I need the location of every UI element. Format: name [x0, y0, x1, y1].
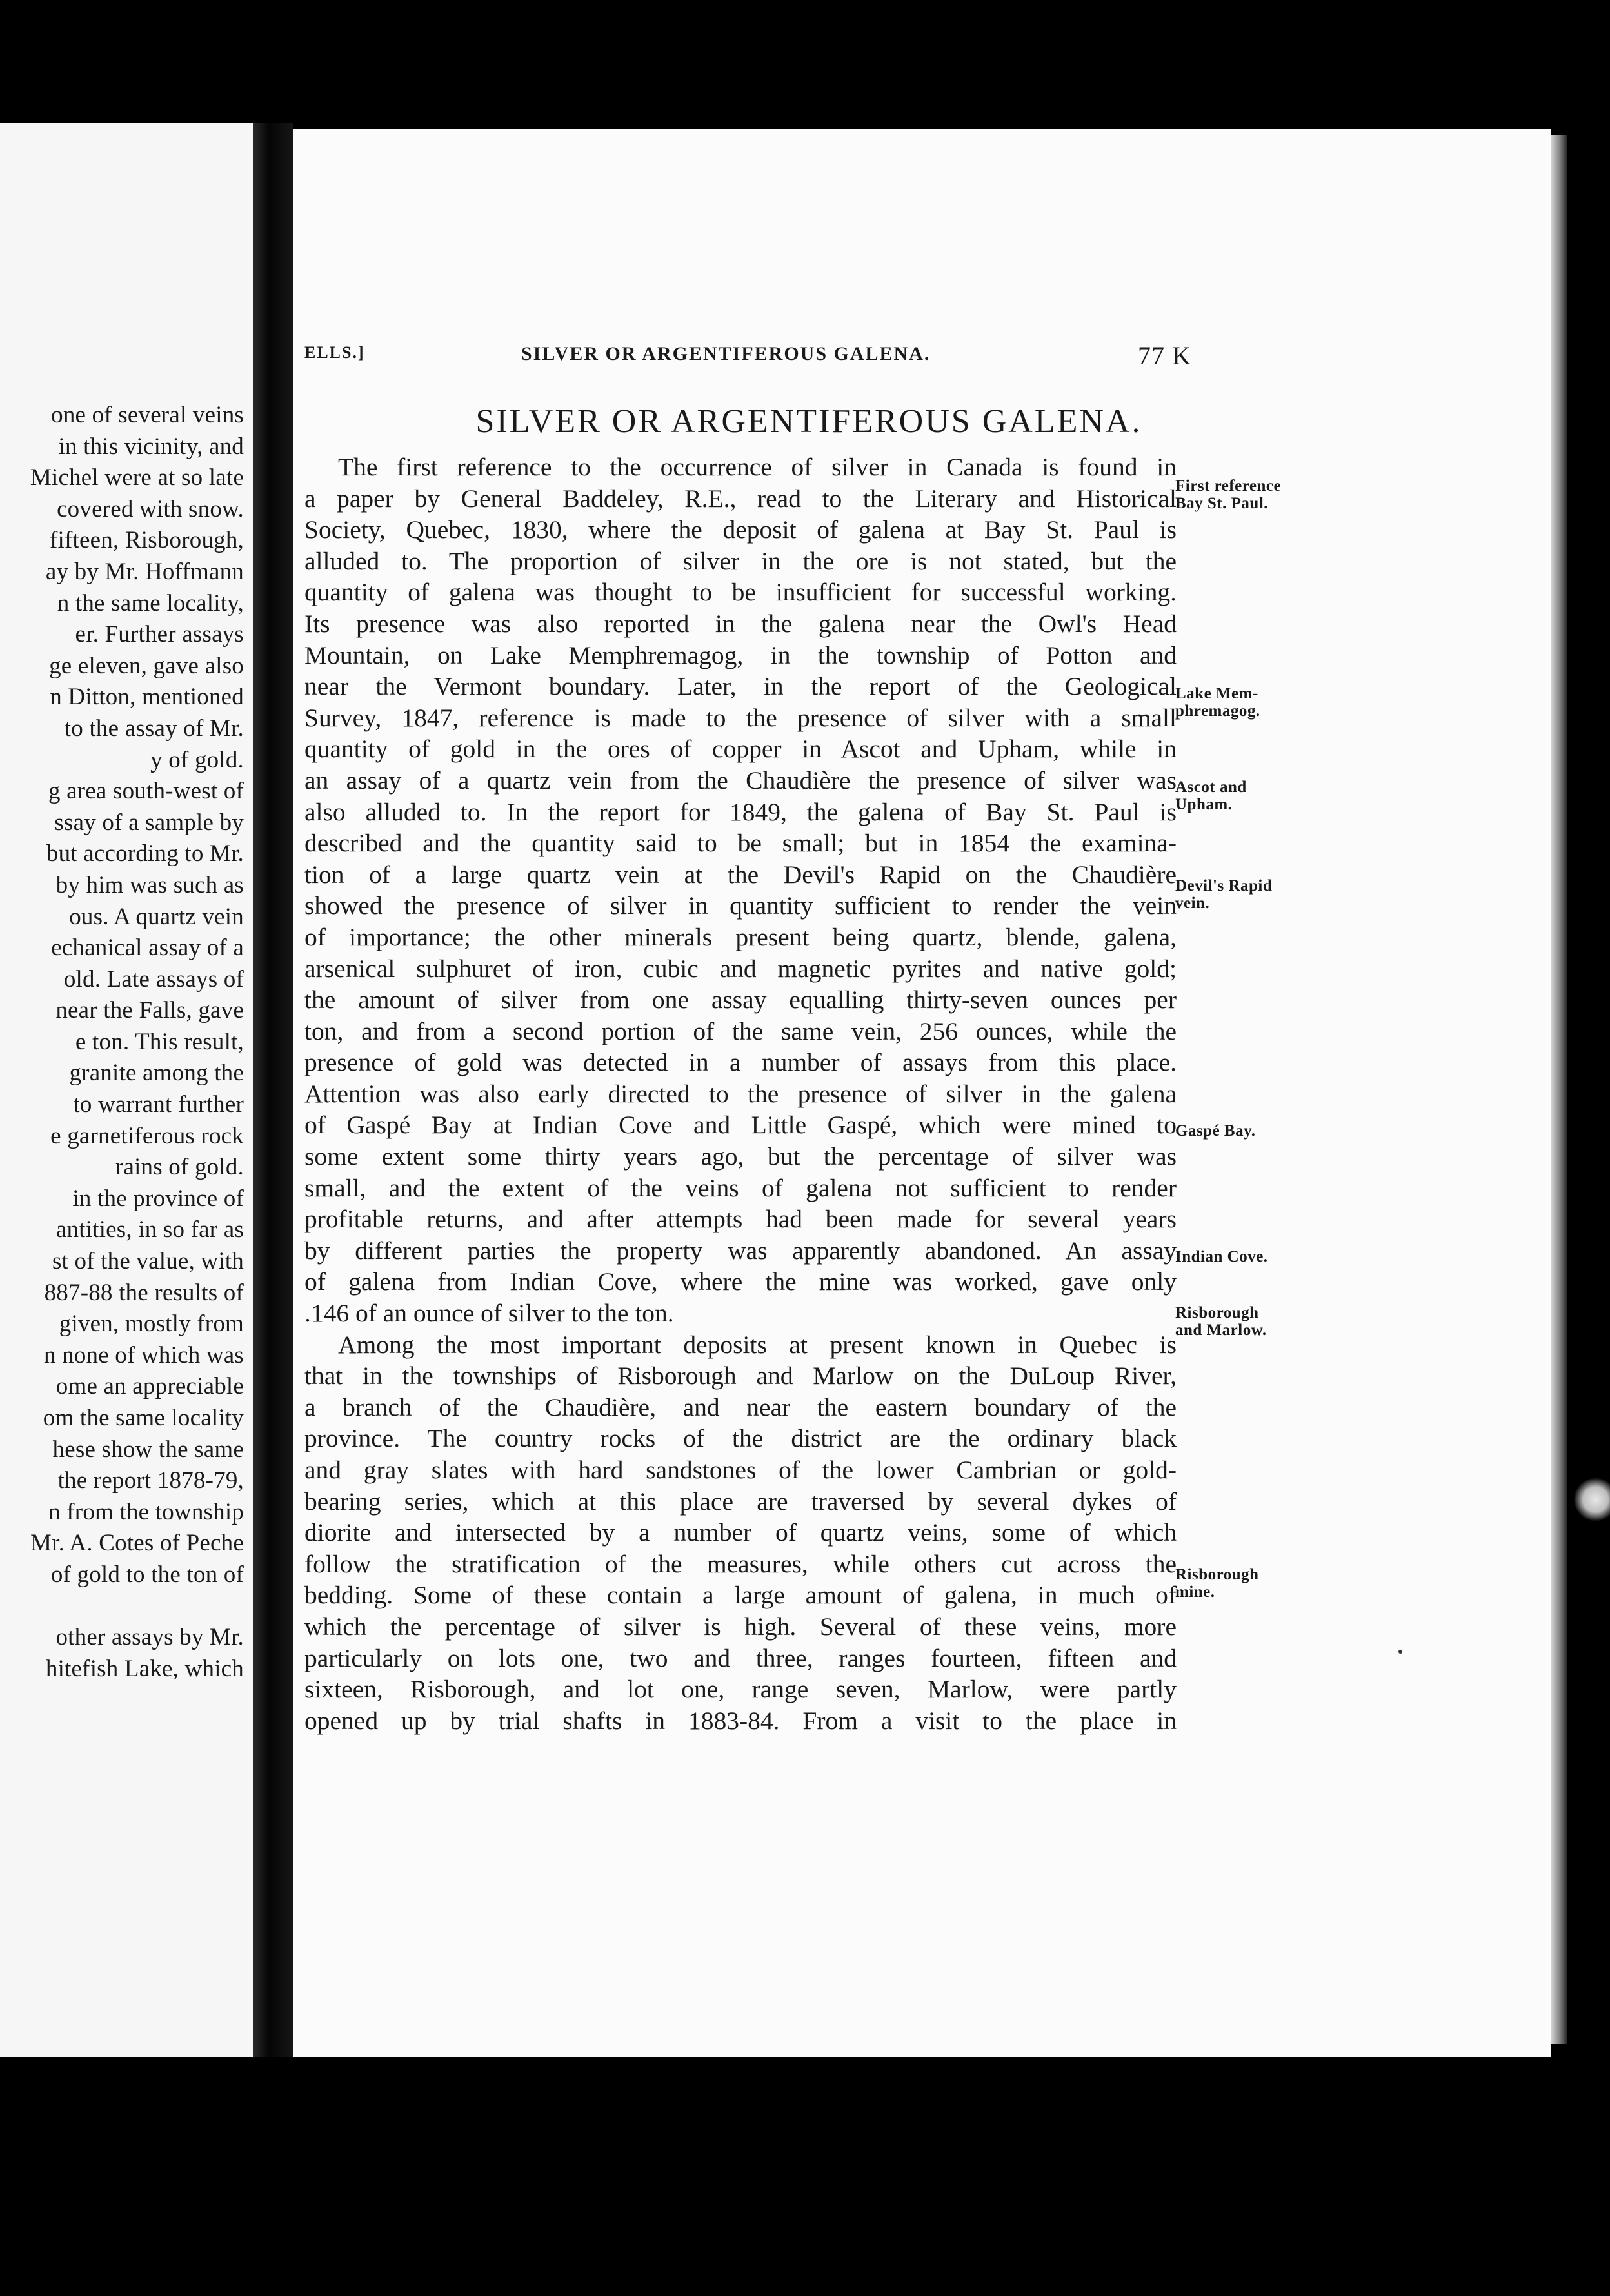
margin-note-line: Gaspé Bay. — [1175, 1122, 1256, 1140]
body-line: and gray slates with hard sandstones of the lower Cambrian or gold- — [304, 1456, 1177, 1484]
scan-dust-mark — [1574, 1477, 1610, 1522]
body-line: arsenical sulphuret of iron, cubic and magnetic pyrites and native gold; — [304, 954, 1177, 983]
body-line: sixteen, Risborough, and lot one, range seven, Marlow, were partly — [304, 1675, 1177, 1704]
left-page-line: n none of which was — [43, 1341, 244, 1369]
body-line: that in the townships of Risborough and Marlow on the DuLoup River, — [304, 1361, 1177, 1390]
body-line: alluded to. The proportion of silver in the ore is not stated, but the — [304, 546, 1177, 575]
margin-note-devils-rapid — [1175, 877, 1324, 912]
left-page-line: echanical assay of a — [51, 935, 244, 962]
left-page-line: hitefish Lake, which — [45, 1655, 244, 1682]
left-page-line: given, mostly from — [59, 1311, 244, 1338]
margin-note-line: Ascot and — [1175, 778, 1247, 796]
left-page-line: in this vicinity, and — [58, 433, 244, 460]
left-page-line: by him was such as — [55, 871, 244, 898]
margin-note-line: Bay St. Paul. — [1175, 495, 1269, 512]
body-line: ton, and from a second portion of the same vein, 256 ounces, while the — [304, 1016, 1177, 1045]
margin-note-first-reference — [1175, 477, 1324, 512]
left-page-line: hese show the same — [52, 1436, 244, 1463]
left-page-line: old. Late assays of — [63, 965, 244, 993]
body-line: Survey, 1847, reference is made to the presence of silver with a small — [304, 703, 1177, 732]
margin-note-line: mine. — [1175, 1583, 1215, 1601]
left-page-fragment — [0, 123, 253, 2057]
margin-note-line: Risborough — [1175, 1566, 1259, 1583]
body-line: a paper by General Baddeley, R.E., read to the Literary and Historical — [304, 484, 1177, 513]
book-gutter — [253, 123, 293, 2057]
body-line: The first reference to the occurrence of silver in Canada is found in — [338, 453, 1177, 481]
left-page-line: e ton. This result, — [75, 1028, 244, 1055]
left-page-blank-line — [0, 1591, 244, 1623]
body-line: follow the stratification of the measures, while others cut across the — [304, 1549, 1177, 1578]
left-page-line: n the same locality, — [57, 589, 244, 617]
margin-note-line: Indian Cove. — [1175, 1248, 1268, 1265]
running-header — [304, 343, 1208, 375]
margin-note-line: phremagog. — [1175, 702, 1260, 720]
left-page-line: to the assay of Mr. — [64, 715, 244, 742]
left-page-line: n from the township — [48, 1498, 244, 1525]
margin-note-gaspe-bay — [1175, 1122, 1324, 1140]
body-line: near the Vermont boundary. Later, in the report of the Geological — [304, 672, 1177, 701]
left-page-line: fifteen, Risborough, — [50, 527, 244, 554]
left-page-line: other assays by Mr. — [55, 1624, 244, 1651]
left-page-line: 887-88 the results of — [44, 1279, 244, 1306]
body-line: profitable returns, and after attempts had been made for several years — [304, 1205, 1177, 1234]
margin-note-risborough-marlow — [1175, 1304, 1324, 1339]
body-line: quantity of galena was thought to be insufficient for successful working. — [304, 578, 1177, 607]
header-title: SILVER OR ARGENTIFEROUS GALENA. — [521, 343, 931, 364]
left-page-line: Michel were at so late — [30, 464, 244, 491]
left-page-line: Mr. A. Cotes of Peche — [30, 1530, 244, 1557]
body-line: of Gaspé Bay at Indian Cove and Little Gaspé, which were mined to — [304, 1111, 1177, 1140]
body-text — [293, 451, 1177, 1736]
margin-note-line: Upham. — [1175, 796, 1233, 813]
left-page-line: granite among the — [69, 1060, 244, 1087]
left-page-line: in the province of — [72, 1185, 244, 1212]
left-page-line: ge eleven, gave also — [49, 652, 244, 679]
left-page-line: st of the value, with — [52, 1248, 244, 1275]
body-line: diorite and intersected by a number of quartz veins, some of which — [304, 1518, 1177, 1547]
margin-note-risborough-mine — [1175, 1566, 1324, 1601]
body-line: which the percentage of silver is high. Several of these veins, more — [304, 1612, 1177, 1641]
body-line: a branch of the Chaudière, and near the eastern boundary of the — [304, 1392, 1177, 1421]
body-line: small, and the extent of the veins of galena not sufficient to render — [304, 1173, 1177, 1202]
body-line: also alluded to. In the report for 1849, the galena of Bay St. Paul is — [304, 797, 1177, 826]
body-line: tion of a large quartz vein at the Devil's Rapid on the Chaudière — [304, 860, 1177, 889]
margin-note-lake-memphremagog — [1175, 685, 1324, 720]
margin-note-line: Devil's Rapid — [1175, 877, 1273, 895]
left-page-line: ssay of a sample by — [54, 809, 244, 836]
margin-note-line: vein. — [1175, 895, 1210, 912]
body-line: the amount of silver from one assay equalling thirty-seven ounces per — [304, 985, 1177, 1014]
body-line: showed the presence of silver in quantity sufficient to render the vein — [304, 891, 1177, 920]
body-line: some extent some thirty years ago, but the percentage of silver was — [304, 1142, 1177, 1171]
body-line: bearing series, which at this place are traversed by several dykes of — [304, 1487, 1177, 1516]
margin-note-line: and Marlow. — [1175, 1321, 1267, 1339]
body-line: Its presence was also reported in the galena near the Owl's Head — [304, 609, 1177, 638]
left-page-line: ous. A quartz vein — [69, 903, 244, 930]
body-line: by different parties the property was apparently abandoned. An assay — [304, 1236, 1177, 1265]
margin-note-line: First reference — [1175, 477, 1282, 495]
body-line: of importance; the other minerals present being quartz, blende, galena, — [304, 922, 1177, 951]
left-page-line: covered with snow. — [57, 495, 244, 522]
left-page-line: er. Further assays — [75, 621, 244, 648]
left-page-line: to warrant further — [73, 1091, 244, 1118]
left-page-text — [0, 400, 244, 1685]
body-line: .146 of an ounce of silver to the ton. — [304, 1299, 674, 1328]
page-edge — [1551, 135, 1567, 2044]
body-line: Among the most important deposits at present known in Quebec is — [338, 1330, 1177, 1359]
body-line: opened up by trial shafts in 1883-84. From a visit to the place in — [304, 1706, 1177, 1735]
body-line: bedding. Some of these contain a large amount of galena, in much of — [304, 1581, 1177, 1610]
margin-note-ascot-upham — [1175, 778, 1324, 813]
left-page-line: the report 1878-79, — [57, 1467, 244, 1494]
left-page-line: ome an appreciable — [55, 1373, 244, 1400]
body-line: Society, Quebec, 1830, where the deposit of galena at Bay St. Paul is — [304, 515, 1177, 544]
margin-note-indian-cove — [1175, 1248, 1324, 1265]
margin-note-line: Risborough — [1175, 1304, 1259, 1321]
body-line: described and the quantity said to be small; but in 1854 the examina- — [304, 829, 1177, 858]
left-page-line: one of several veins — [51, 402, 244, 428]
body-line: quantity of gold in the ores of copper in Ascot and Upham, while in — [304, 735, 1177, 764]
body-line: particularly on lots one, two and three, ranges fourteen, fifteen and — [304, 1643, 1177, 1672]
left-page-line: n Ditton, mentioned — [50, 684, 244, 711]
body-line: presence of gold was detected in a number of assays from this place. — [304, 1048, 1177, 1077]
left-page-line: g area south-west of — [48, 778, 244, 805]
left-page-line: rains of gold. — [115, 1154, 244, 1181]
body-line: of galena from Indian Cove, where the mine was worked, gave only — [304, 1267, 1177, 1296]
body-line: province. The country rocks of the district are the ordinary black — [304, 1424, 1177, 1453]
left-page-line: y of gold. — [150, 746, 244, 773]
page-number: 77 K — [1138, 341, 1191, 370]
left-page-line: om the same locality — [43, 1405, 244, 1431]
body-line: Attention was also early directed to the presence of silver in the galena — [304, 1079, 1177, 1108]
left-page-line: ay by Mr. Hoffmann — [45, 558, 244, 585]
section-title: SILVER OR ARGENTIFEROUS GALENA. — [475, 403, 1142, 440]
right-page — [293, 129, 1551, 2057]
left-page-line: antities, in so far as — [55, 1216, 244, 1243]
body-line: Mountain, on Lake Memphremagog, in the township of Potton and — [304, 640, 1177, 669]
left-page-line: of gold to the ton of — [50, 1561, 244, 1588]
body-line: an assay of a quartz vein from the Chaudière the presence of silver was — [304, 766, 1177, 795]
left-page-line: but according to Mr. — [46, 840, 244, 867]
header-author-tag: ELLS.] — [304, 343, 365, 362]
left-page-line: near the Falls, gave — [55, 997, 244, 1024]
ink-speck — [1398, 1650, 1402, 1654]
margin-note-line: Lake Mem- — [1175, 685, 1258, 702]
left-page-line: e garnetiferous rock — [50, 1122, 244, 1149]
